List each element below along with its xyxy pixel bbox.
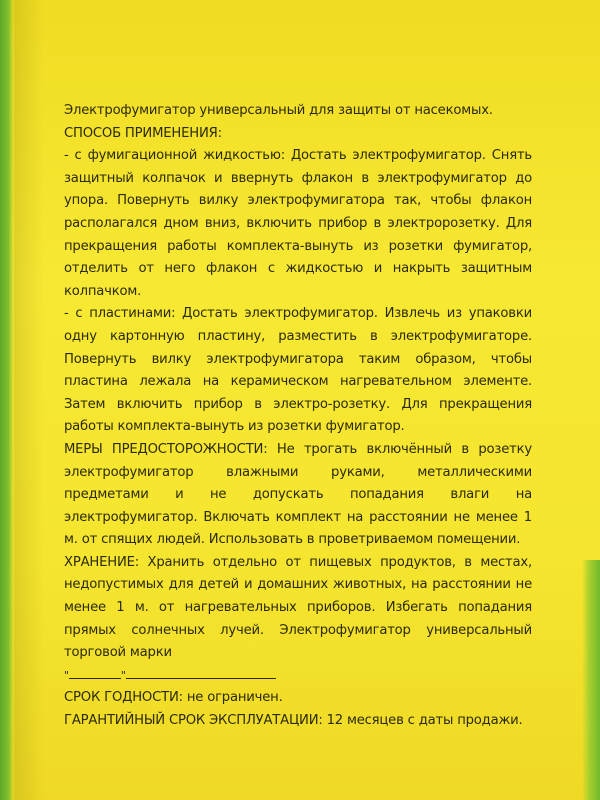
- package-green-edge-left: [0, 0, 14, 800]
- precautions-paragraph: МЕРЫ ПРЕДОСТОРОЖНОСТИ: Не трогать включённый в розетку электрофумигатор влажными руками, металлическими предметами и не допускать попадания влаги на электрофумигатор. Включать комплект на расстоянии не менее 1 м. от спящих людей. Использовать в проветриваемом помещении.: [64, 441, 532, 548]
- trademark-extra-line: [126, 666, 276, 679]
- usage-liquid-paragraph: - с фумигационной жидкостью: Достать электрофумигатор. Снять защитный колпачок и ввернуть флакон в электрофумигатор до упора. Повернуть вилку электрофумигатора так, чтобы флакон располагался дном вниз, включить прибор в электророзетку. Для прекращения работы комплекта-вынуть из розетки фумигатор, отделить от него флакон с жидкостью и накрыть защитным колпачком.: [64, 148, 532, 299]
- warranty-line: ГАРАНТИЙНЫЙ СРОК ЭКСПЛУАТАЦИИ: 12 месяцев с даты продажи.: [64, 713, 523, 729]
- trademark-quote-close: ": [120, 668, 126, 682]
- product-title: Электрофумигатор универсальный для защиты от насекомых.: [64, 103, 493, 118]
- trademark-blank-row: [64, 665, 532, 688]
- usage-heading: СПОСОБ ПРИМЕНЕНИЯ:: [64, 125, 222, 141]
- trademark-quote-open: ": [64, 668, 69, 682]
- usage-plates-paragraph: - с пластинами: Достать электрофумигатор. Извлечь из упаковки одну картонную пластину, разместить в электрофумигаторе. Повернуть вилку электрофумигатора таким образом, чтобы пластина лежала на керамическом нагревательном элементе. Затем включить прибор в электро-розетку. Для прекращения работы комплекта-вынуть из розетки фумигатор.: [64, 306, 532, 435]
- storage-paragraph: ХРАНЕНИЕ: Хранить отдельно от пищевых продуктов, в местах, недопустимых для детей и домашних животных, на расстоянии не менее 1 м. от нагревательных приборов. Избегать попадания прямых солнечных лучей. Электрофумигатор универсальный торговой марки: [64, 554, 532, 661]
- package-green-edge-right: [582, 560, 600, 800]
- instructions-text: [64, 100, 532, 733]
- shelf-life-line: СРОК ГОДНОСТИ: не ограничен.: [64, 690, 283, 706]
- package-fold-shadow: [14, 0, 44, 800]
- trademark-blank-line: [69, 666, 121, 679]
